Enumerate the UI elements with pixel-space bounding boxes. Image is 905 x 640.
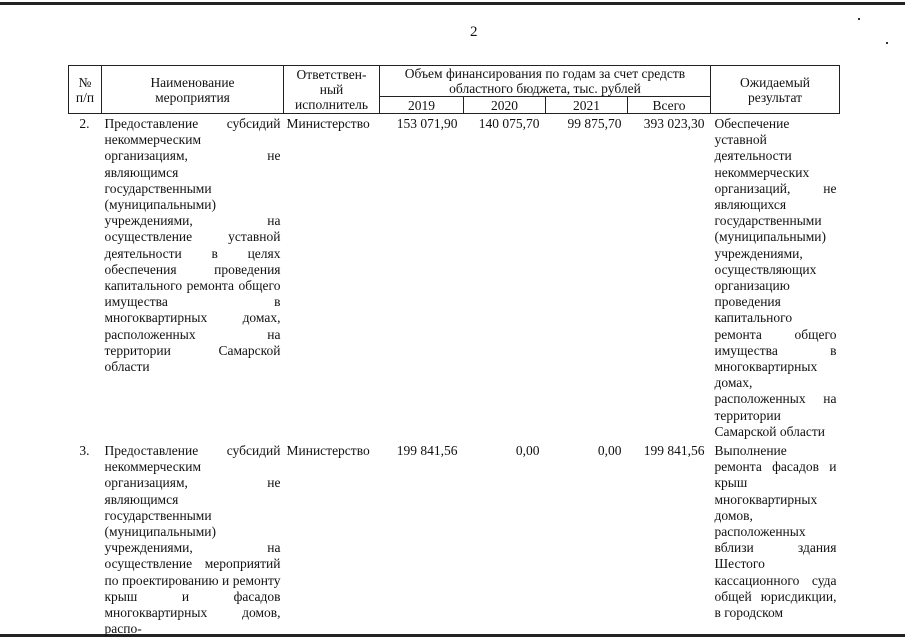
table-row [69,440,840,637]
header-result: Ожидаемый результат [711,66,840,114]
scan-speck [886,42,888,44]
row-value-2019: 199 841,56 [396,443,458,459]
header-executor: Ответствен- ный исполнитель [284,66,380,114]
row-name: Предоставление субсидий некоммерческим организациям, не являющимся государственными (муниципальными) учреждениями, на осуществление мероприятий по проектированию и ремонту крыш и фасадов многоквартирных домов, распо- [104,443,281,637]
row-executor: Министерство [286,116,370,131]
top-rule [0,2,905,5]
header-finance: Объем финансирования по годам за счет средств областного бюджета, тыс. рублей [380,66,711,97]
row-value-2020: 140 075,70 [478,116,540,131]
header-year-2020: 2020 [464,97,546,114]
row-result: Выполнение ремонта фасадов и крыш многоквартирных домов, расположенных вблизи здания Шестого кассационного суда общей юрисдикции, в городском [714,443,837,621]
row-name: Предоставление субсидий некоммерческим организациям, не являющимся государственными (муниципальными) учреждениями, на осуществление уставной деятельности в целях обеспечения проведения капитального ремонта общего имущества в многоквартирных домах, расположенных на территории Самарской области [104,116,281,375]
header-name: Наименование мероприятия [102,66,284,114]
header-year-2021: 2021 [546,97,628,114]
row-number: 2. [79,116,90,131]
program-table [68,65,840,638]
header-num: № п/п [69,66,102,114]
row-executor: Министерство [286,443,370,459]
scan-speck [858,18,860,20]
row-result: Обеспечение уставной деятельности некоммерческих организаций, не являющихся государственными (муниципальными) учреждениями, осуществляющих организацию проведения капитального ремонта общего имущества в многоквартирных домах, расположенных на территории Самарской области [714,116,837,439]
row-value-2021: 0,00 [597,443,622,459]
row-value-total: 199 841,56 [643,443,705,459]
row-value-total: 393 023,30 [643,116,705,131]
row-number: 3. [79,443,90,459]
header-total: Всего [628,97,711,114]
row-value-2021: 99 875,70 [567,116,622,131]
row-value-2019: 153 071,90 [396,116,458,131]
page-number: 2 [470,24,478,40]
table-row [69,114,840,441]
row-value-2020: 0,00 [515,443,540,459]
header-year-2019: 2019 [380,97,464,114]
